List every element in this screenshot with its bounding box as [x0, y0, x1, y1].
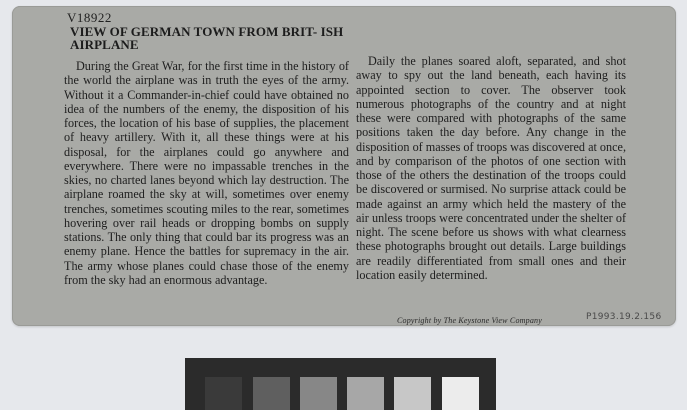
grayscale-color-target — [185, 358, 496, 410]
accession-number: P1993.19.2.156 — [586, 312, 662, 322]
copyright-line: Copyright by The Keystone View Company — [397, 316, 542, 325]
text-column-right: Daily the planes soared aloft, separated, and shot away to spy out the land beneath, each having its appointed section to cover. The observer took numerous photographs of the country and at night these were compared with photographs of the same positions taken the day before. Any change in the disposition of masses of troops was discovered at once, and by comparison of the photos of one section with those of the others the destination of the troops could be discovered or surmised. No surprise attack could be made against an army which held the mastery of the air unless troops were concentrated under the shelter of night. The scene before us shows with what clearness these photographs brought out details. Large buildings are readily differentiated from small ones and their location easily determined. — [356, 54, 626, 282]
gray-patch — [347, 377, 384, 410]
gray-patch — [205, 377, 242, 410]
gray-patch — [253, 377, 290, 410]
stereo-card-back — [12, 6, 676, 326]
gray-patch — [300, 377, 337, 410]
card-headline: VIEW OF GERMAN TOWN FROM BRIT- ISH AIRPLANE — [70, 24, 344, 52]
text-column-left: During the Great War, for the first time in the history of the world the airplane was in truth the eyes of the army. Without it a Commander-in-chief could have obtained no idea of the numbers of the enemy, the disposition of his forces, the location of his base of supplies, the placement of heavy artillery. With it, all these things were at his disposal, for the airplanes could go anywhere and everywhere. There were no impassable trenches in the skies, no charted lanes beyond which lay destruction. The airplane roamed the sky at will, sometimes over enemy trenches, sometimes scouting miles to the rear, sometimes hovering over rail heads or dropping bombs on supply stations. The only thing that could bar its progress was an enemy plane. Hence the battles for supremacy in the air. The army whose planes could chase those of the enemy from the sky had an enormous advantage. — [64, 59, 349, 287]
catalog-number: V18922 — [67, 10, 112, 25]
gray-patch — [394, 377, 431, 410]
gray-patch — [442, 377, 479, 410]
